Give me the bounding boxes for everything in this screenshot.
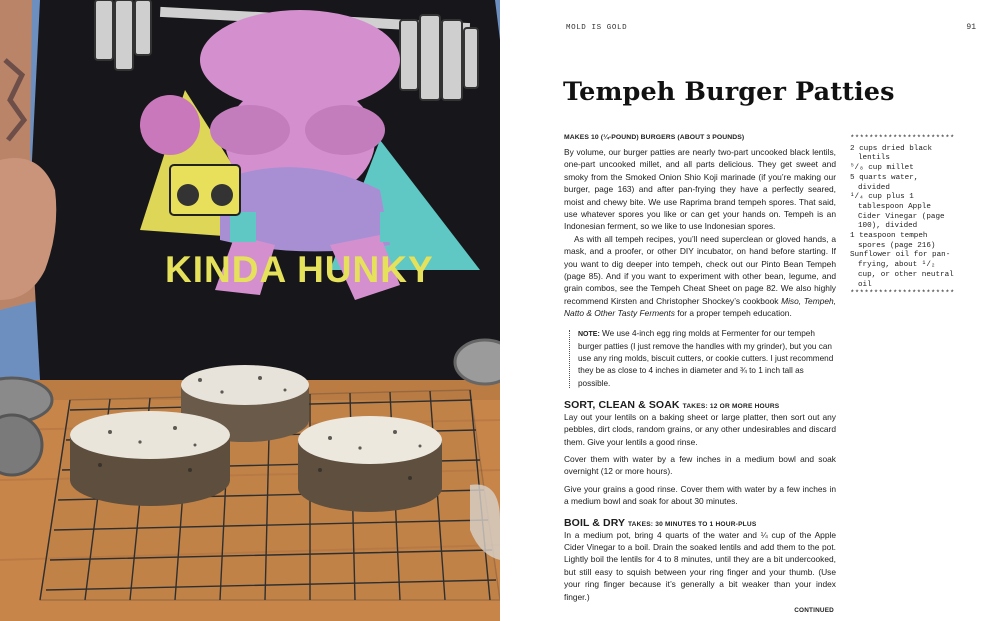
ingredient-item: Sunflower oil for pan-frying, about ¹/₂ cup, or other neutral oil xyxy=(850,251,954,289)
intro-paragraph-2 xyxy=(564,233,836,320)
intro2-end: for a proper tempeh education. xyxy=(674,308,792,319)
page-number: 91 xyxy=(966,23,976,32)
book-title: Miso, Tempeh, Natto & Other Tasty Ferments xyxy=(564,295,836,319)
intro-paragraph: By volume, our burger patties are nearly two-part uncooked black lentils, one-part uncooked millet, and all parts delicious. They get sweet and smoky from the Smoked Onion Shio Koji marinade (if you’re making our burger, page 163) and after pan-frying they have a perfectly seared, moist and chewy bite. We use Raprima brand tempeh spores. That said, use whatever spores you like or can get your hands on. Tempeh is an Indonesian ferment, so we like to use Indonesian spores. xyxy=(564,147,836,232)
tempeh-patty-3 xyxy=(298,416,442,512)
step-boil-dry xyxy=(564,517,836,529)
step2-title: BOIL & DRY xyxy=(564,516,625,529)
ingredient-item: ⁵/₈ cup millet xyxy=(850,164,914,173)
ingredients-border-top: ********************** xyxy=(850,135,955,143)
boombox xyxy=(170,165,240,215)
ingredient-item: 2 cups dried black lentils xyxy=(850,144,933,163)
step2-paragraph-1: In a medium pot, bring 4 quarts of the water and ¼ cup of the Apple Cider Vinegar to a boil. Drain the soaked lentils and add them to the pot. Lightly boil the lentils for 4 to 8 minutes, until they are a bit undercooked, but still easy to squish between your ring finger and your thumb. (Use your ring finger because it’s generally a bit weaker than your index finger.) xyxy=(564,529,836,602)
ingredients-border-bottom: ********************** xyxy=(850,290,955,299)
note-text: We use 4-inch egg ring molds at Fermenter for our tempeh burger patties (I just remove the handles with my grinder), but you can use any ring molds, biscuit cutters, or cookie cutters. I just recommend they be as close to 4 inches in diameter and ¾ to 1 inch tall as possible. xyxy=(578,328,834,388)
pink-circle xyxy=(140,95,200,155)
step1-takes: TAKES: 12 OR MORE HOURS xyxy=(682,402,780,410)
note-box xyxy=(564,328,836,390)
step-sort-clean-soak xyxy=(564,399,836,411)
ingredient-item: ¹/₄ cup plus 1 tablespoon Apple Cider Vinegar (page 100), divided xyxy=(850,193,945,231)
step2-takes: TAKES: 30 MINUTES TO 1 HOUR-PLUS xyxy=(627,520,757,528)
step1-paragraph-2: Cover them with water by a few inches in a medium bowl and soak overnight (12 or more hours). xyxy=(564,453,836,477)
recipe-title: Tempeh Burger Patties xyxy=(563,77,895,107)
note-label: NOTE: xyxy=(578,330,600,338)
running-head: MOLD IS GOLD xyxy=(566,24,628,32)
recipe-yield: MAKES 10 (¼-POUND) BURGERS (ABOUT 3 POUNDS) xyxy=(564,134,745,141)
shirt-text: KINDA HUNKY xyxy=(165,249,434,290)
step1-title: SORT, CLEAN & SOAK xyxy=(564,398,680,411)
ingredients-list xyxy=(850,135,954,300)
step1-paragraph-3: Give your grains a good rinse. Cover them with water by a few inches in a medium bowl and soak for about 30 minutes. xyxy=(564,483,836,507)
intro2-text: As with all tempeh recipes, you’ll need superclean or gloved hands, a mask, and a proofer, or other DIY incubator, on hand before starting. If you want to dig deeper into tempeh, check out our Pinto Bean Tempeh (page 85). And if you want to experiment with other bean, legume, and grain combos, see the Tempeh Cheat Sheet on page 82. We also highly recommend Kirsten and Christopher Shockey’s cookbook xyxy=(564,233,836,306)
tempeh-patty-2 xyxy=(70,411,230,506)
ingredient-item: 5 quarts water, divided xyxy=(850,173,919,192)
step1-paragraph-1: Lay out your lentils on a baking sheet or large platter, then sort out any pebbles, dirt clods, random grains, or any other undesirables and discard them. Give your lentils a good rinse. xyxy=(564,411,836,447)
ingredient-item: 1 teaspoon tempeh spores (page 216) xyxy=(850,232,936,250)
continued-label: CONTINUED xyxy=(794,606,834,614)
recipe-body xyxy=(564,134,836,614)
